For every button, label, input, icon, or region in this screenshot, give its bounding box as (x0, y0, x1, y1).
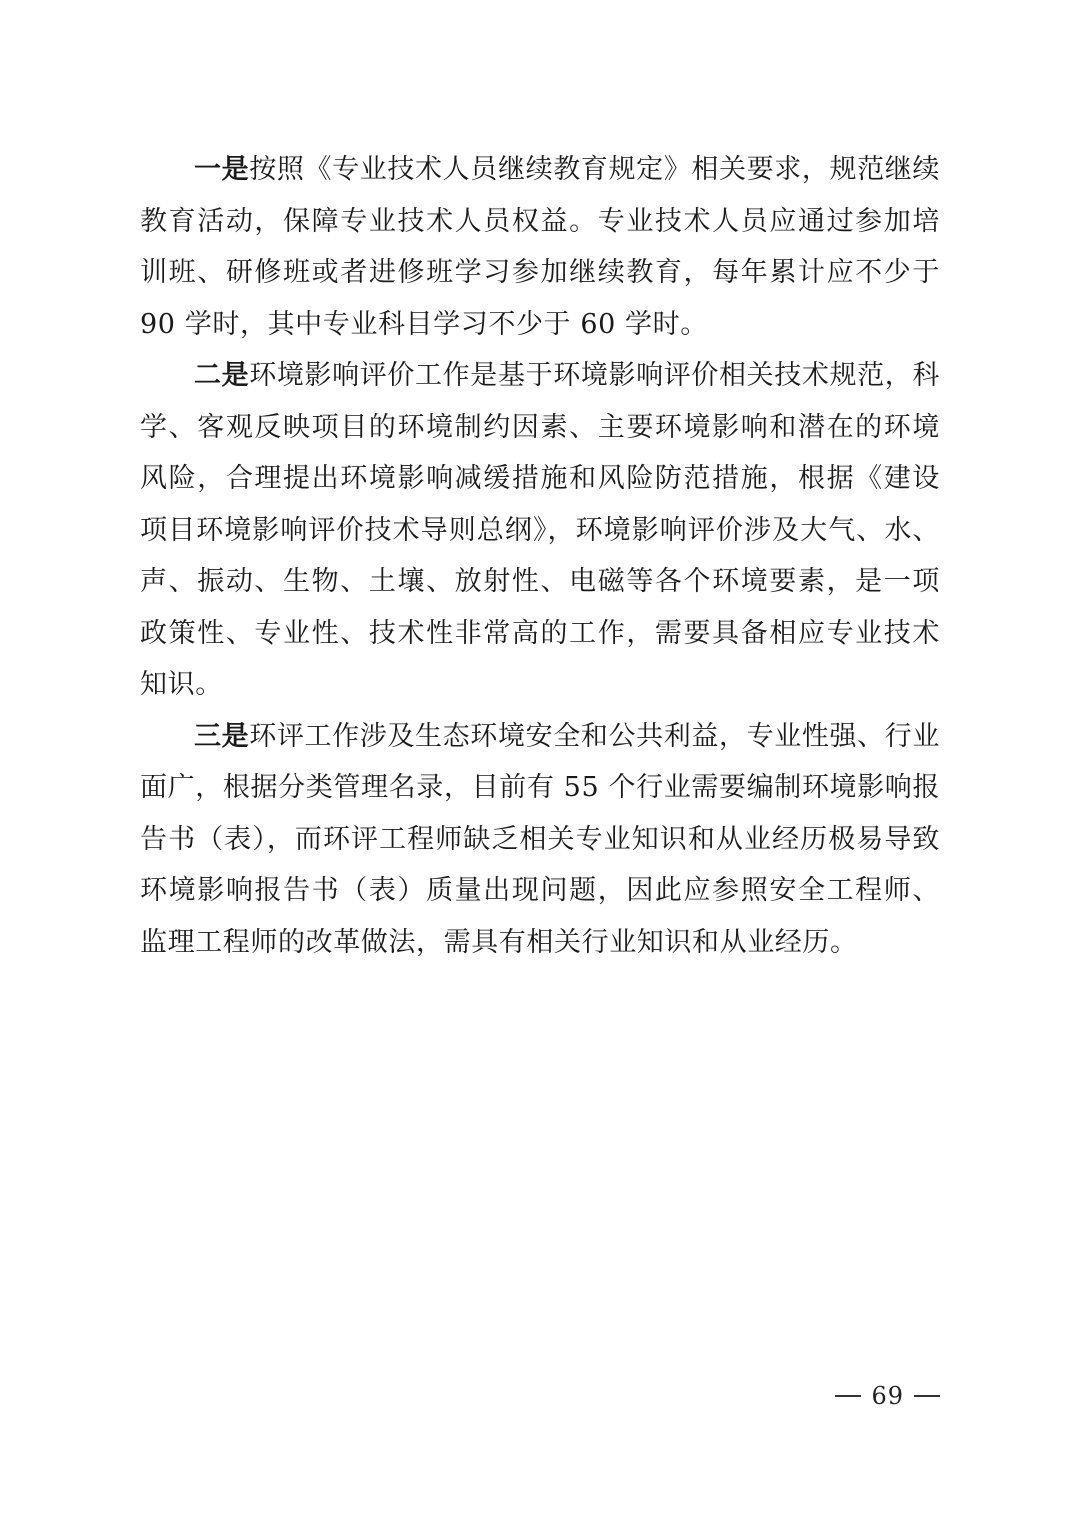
paragraph-3-lead: 三是 (194, 720, 250, 752)
body-text (140, 144, 940, 968)
paragraph-1-lead: 一是 (194, 154, 250, 185)
paragraph-1 (140, 144, 940, 350)
page-number-right-dash (914, 1395, 940, 1397)
paragraph-2-text: 环境影响评价工作是基于环境影响评价相关技术规范，科学、客观反映项目的环境制约因素、主要环境影响和潜在的环境风险，合理提出环境影响减缓措施和风险防范措施，根据《建设项目环境影响评价技术导则总纲》，环境影响评价涉及大气、水、声、振动、生物、土壤、放射性、电磁等各个环境要素，是一项政策性、专业性、技术性非常高的工作，需要具备相应专业技术知识。 (140, 360, 940, 700)
paragraph-3 (140, 711, 940, 969)
paragraph-2-lead: 二是 (194, 360, 250, 391)
paragraph-1-text: 按照《专业技术人员继续教育规定》相关要求，规范继续教育活动，保障专业技术人员权益。专业技术人员应通过参加培训班、研修班或者进修班学习参加继续教育，每年累计应不少于 90 学时，其中专业科目学习不少于 60 学时。 (140, 154, 940, 340)
page-number: 69 (871, 1382, 904, 1410)
paragraph-2 (140, 350, 940, 711)
page-number-left-dash (835, 1395, 861, 1397)
paragraph-3-text: 环评工作涉及生态环境安全和公共利益，专业性强、行业面广，根据分类管理名录，目前有 55 个行业需要编制环境影响报告书（表），而环评工程师缺乏相关专业知识和从业经历极易导致环境影响报告书（表）质量出现问题，因此应参照安全工程师、监理工程师的改革做法，需具有相关行业知识和从业经历。 (140, 720, 940, 958)
page-number-footer (835, 1380, 940, 1412)
